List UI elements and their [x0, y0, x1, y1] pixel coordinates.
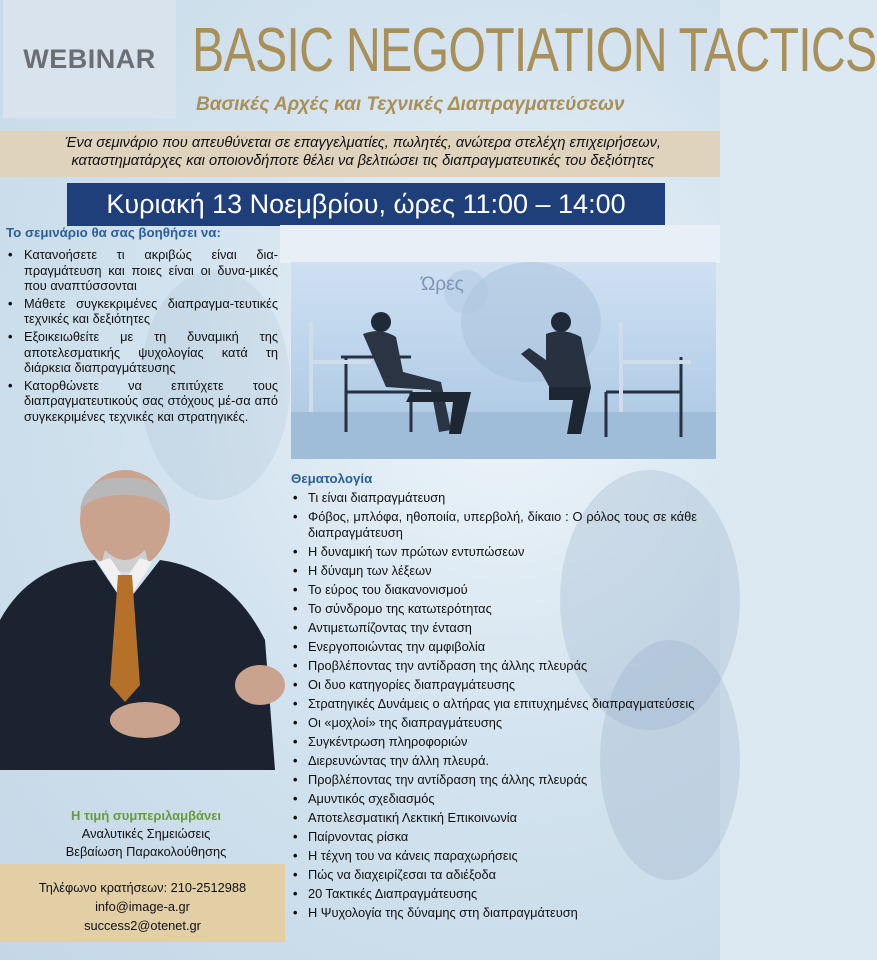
speaker-illustration	[0, 470, 300, 770]
list-item: • Κατανοήσετε τι ακριβώς είναι δια-πραγμάτευση και ποιες είναι οι δυνα-μικές που αναπτύσσονται	[8, 247, 278, 294]
list-item: • Οι «μοχλοί» της διαπραγμάτευσης	[291, 715, 697, 731]
list-item: • 20 Τακτικές Διαπραγμάτευσης	[291, 886, 697, 902]
page-title: BASIC NEGOTIATION TACTICS	[192, 16, 877, 85]
list-item: • Η δυναμική των πρώτων εντυπώσεων	[291, 544, 697, 560]
header-band	[280, 225, 720, 263]
list-item: • Η Ψυχολογία της δύναμης στη διαπραγμάτευση	[291, 905, 697, 921]
list-item: • Αντιμετωπίζοντας την ένταση	[291, 620, 697, 636]
negotiation-photo	[291, 262, 716, 459]
list-item: • Φόβος, μπλόφα, ηθοποιία, υπερβολή, δίκαιο : Ο ρόλος τους σε κάθε διαπραγμάτευση	[291, 509, 697, 540]
list-item: • Εξοικειωθείτε με τη δυναμική της αποτελεσματικής ψυχολογίας κατά τη διάρκεια διαπραγμάτευσης	[8, 329, 278, 376]
list-item: • Αμυντικός σχεδιασμός	[291, 791, 697, 807]
list-item: • Το εύρος του διακανονισμού	[291, 582, 697, 598]
phone-text: Τηλέφωνο κρατήσεων: 210-2512988	[38, 880, 247, 895]
price-item: Αναλυτικές Σημειώσεις	[81, 826, 211, 841]
speaker-photo	[0, 470, 300, 770]
list-item: • Παίρνοντας ρίσκα	[291, 829, 697, 845]
list-item: • Η τέχνη του να κάνεις παραχωρήσεις	[291, 848, 697, 864]
price-heading: Η τιμή συμπεριλαμβάνει	[70, 808, 222, 823]
list-item: • Το σύνδρομο της κατωτερότητας	[291, 601, 697, 617]
list-item: • Προβλέποντας την αντίδραση της άλλης πλευράς	[291, 772, 697, 788]
list-item: • Προβλέποντας την αντίδραση της άλλης πλευράς	[291, 658, 697, 674]
helps-list	[8, 247, 278, 427]
topics-heading: Θεματολογία	[291, 471, 373, 486]
email-link[interactable]: info@image-a.gr	[95, 899, 190, 914]
page-subtitle: Βασικές Αρχές και Τεχνικές Διαπραγματεύσεων	[196, 94, 625, 115]
webinar-badge: WEBINAR	[3, 0, 176, 118]
date-banner: Κυριακή 13 Νοεμβρίου, ώρες 11:00 – 14:00	[67, 183, 665, 226]
intro-band	[0, 131, 720, 177]
list-item: • Αποτελεσματική Λεκτική Επικοινωνία	[291, 810, 697, 826]
list-item: • Στρατηγικές Δυνάμεις ο αλτήρας για επιτυχημένες διαπραγματεύσεις	[291, 696, 697, 712]
list-item: • Κατορθώνετε να επιτύχετε τους διαπραγματευτικούς σας στόχους μέ-σα από συγκεκριμένες τεχνικές και στρατηγικές.	[8, 378, 278, 425]
list-item: • Ενεργοποιώντας την αμφιβολία	[291, 639, 697, 655]
list-item: • Διερευνώντας την άλλη πλευρά.	[291, 753, 697, 769]
list-item: • Πώς να διαχειρίζεσαι τα αδιέξοδα	[291, 867, 697, 883]
list-item: • Συγκέντρωση πληροφοριών	[291, 734, 697, 750]
list-item: • Η δύναμη των λέξεων	[291, 563, 697, 579]
photo-caption: Ώρες	[421, 274, 464, 295]
list-item: • Μάθετε συγκεκριμένες διαπραγμα-τευτικές τεχνικές και δεξιότητες	[8, 296, 278, 327]
price-item: Βεβαίωση Παρακολούθησης	[65, 844, 227, 859]
helps-heading: Το σεμινάριο θα σας βοηθήσει να:	[6, 225, 221, 240]
contact-box	[0, 864, 285, 942]
negotiation-illustration	[291, 262, 716, 459]
intro-text: Ένα σεμινάριο που απευθύνεται σε επαγγελματίες, πωλητές, ανώτερα στελέχη επιχειρήσεων, καταστηματάρχες και οποιονδήποτε θέλει να βελτιώσει τις διαπραγματευτικές του δεξιότητες	[65, 135, 661, 169]
email-link[interactable]: success2@otenet.gr	[84, 918, 201, 933]
list-item: • Τι είναι διαπραγμάτευση	[291, 490, 697, 506]
list-item: • Οι δυο κατηγορίες διαπραγμάτευσης	[291, 677, 697, 693]
topics-list	[291, 490, 697, 924]
